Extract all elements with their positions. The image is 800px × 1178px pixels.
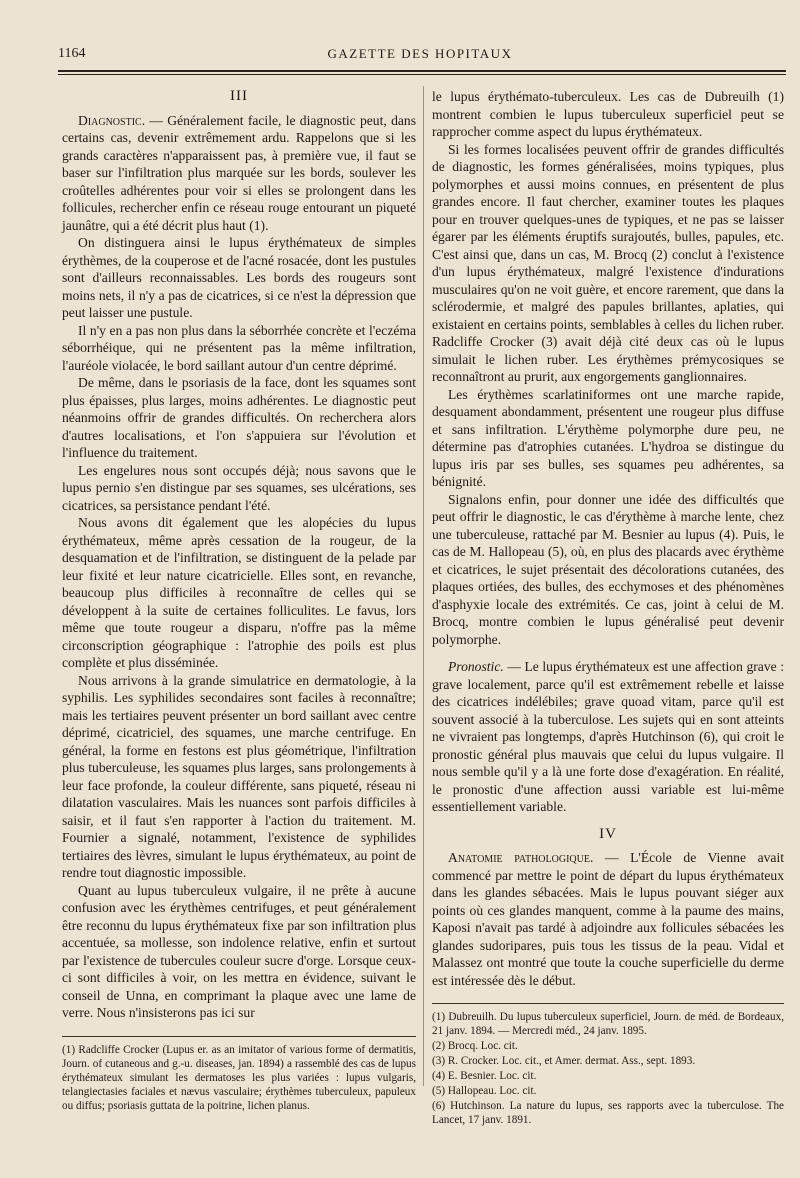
paragraph: On distinguera ainsi le lupus érythémateux de simples érythèmes, de la couperose et de l'acné rosacée, dont les pustules sont d'ailleurs reconnaissables. Les bords des rougeurs sont moins nets, il n'y a pas de cicatrices, si ce n'est la dépression que peut laisser une pustule. (62, 235, 416, 320)
paragraph (432, 849, 784, 989)
footnote: (6) Hutchinson. La nature du lupus, ses rapports avec la tuberculose. The Lancet, 17 janv. 1891. (432, 1100, 784, 1126)
paragraph: Signalons enfin, pour donner une idée des difficultés que peut offrir le diagnostic, le cas d'érythème à marche lente, chez une tuberculeuse, rattaché par M. Besnier au lupus (4). Puis, le cas de M. Hallopeau (5), où, en plus des placards avec érythème et cicatrices, le sujet présentait des décolorations cutanées, des plaques ortiées, des bulles, des ecchymoses et des phénomènes d'asphyxie locale des extrémités. Ce cas, joint à celui de M. Brocq, montre combien le lupus généralisé peut devenir polymorphe. (432, 491, 784, 647)
paragraph: De même, dans le psoriasis de la face, dont les squames sont plus épaisses, plus larges, moins adhérentes. Le diagnostic peut néanmoins offrir de grandes difficultés. On recherchera alors d'autres localisations, et l'on s'appuiera sur l'évolution et l'influence du traitement. (62, 375, 416, 460)
column-divider (423, 86, 424, 1086)
footnote-rule (62, 1036, 416, 1037)
left-column (62, 88, 416, 1114)
footnote: (4) E. Besnier. Loc. cit. (432, 1070, 537, 1082)
paragraph: le lupus érythémato-tuberculeux. Les cas de Dubreuilh (1) montrent combien le lupus tuberculeux superficiel peut se rapprocher comme aspect du lupus érythémateux. (432, 89, 784, 139)
spacer (432, 816, 784, 826)
paragraph (62, 112, 416, 235)
footnotes (62, 1043, 416, 1113)
paragraph-text: — L'École de Vienne avait commencé par mettre le point de départ du lupus érythémateux dans les glandes sébacées. Mais le lupus pouvant siéger aux points où ces glandes manquent, comme à la paume des mains, Kaposi n'avait pas tardé à adjoindre aux follicules sébacées les glandes sudoripares, puis tous les tissus de la peau. Vidal et Malassez ont montré que toute la couche superficielle du derme est intéressée dès le début. (432, 850, 784, 988)
section-heading-iii: III (230, 88, 248, 104)
paragraph: Nous arrivons à la grande simulatrice en dermatologie, à la syphilis. Les syphilides secondaires sont faciles à reconnaître; mais les tertiaires peuvent présenter un bord saillant avec centre déprimé, cicatriciel, des squames, une marche centrifuge. En général, la forme en festons est plus géométrique, l'infiltration plus tuberculeuse, les squames plus larges, sans prolongements à leur face profonde, la couleur différente, sans piqueté, réseau ni dilatation vasculaires. Mais les nuances sont parfois difficiles à saisir, et il faut s'en rapporter à l'action du traitement. M. Fournier a signalé, notamment, l'existence de syphilides tertiaires des lèvres, simulant le lupus érythémateux, au point de rendre tout diagnostic impossible. (62, 672, 416, 880)
paragraph: Les engelures nous sont occupés déjà; nous savons que le lupus pernio s'en distingue par ses squames, ses ulcérations, ses cicatrices, sa persistance pendant l'été. (62, 462, 416, 513)
footnote-rule (432, 1003, 784, 1004)
right-column (432, 88, 784, 1128)
paragraph: Si les formes localisées peuvent offrir de grandes difficultés de diagnostic, les formes généralisées, moins typiques, plus polymorphes et aussi moins connues, en présentent de plus grandes encore. Il faut chercher, examiner toutes les plaques pour en trouver quelques-unes de typiques, et ne pas se laisser égarer par les éléments éruptifs surajoutés, bulles, papules, etc. C'est ainsi que, dans un cas, M. Brocq (2) conclut à l'existence d'un lupus érythémateux, malgré l'existence d'indurations musculaires qu'on ne voit guère, et encore rarement, que dans la sclérodermie, et malgré des papules brillantes, aplaties, qui existaient en certains points, semblables à celles du lichen ruber. Radcliffe Crocker (3) avait déjà cité deux cas où le lupus simulait le lichen ruber. Les érythèmes prémycosiques se reconnaîtront au prurit, aux engorgements ganglionnaires. (432, 141, 784, 384)
header-rule-thin (58, 74, 786, 75)
paragraph: Il n'y en a pas non plus dans la séborrhée concrète et l'eczéma séborrhéique, qui ne présentent pas la même infiltration, l'auréole violacée, le bord saillant autour d'un centre déprimé. (62, 322, 416, 373)
section-heading-iv: IV (599, 825, 617, 842)
footnote: (3) R. Crocker. Loc. cit., et Amer. dermat. Ass., sept. 1893. (432, 1055, 696, 1067)
header-rule (58, 70, 786, 72)
footnote: (2) Brocq. Loc. cit. (432, 1040, 518, 1052)
paragraph: Nous avons dit également que les alopécies du lupus érythémateux, même après cessation de la rougeur, de la desquamation et de l'infiltration, se distinguent de la pelade par leur fixité et leur nature cicatricielle. Elles sont, en revanche, beaucoup plus difficiles à reconnaître de celles qui se développent à la suite de certaines folliculites. Le favus, lors même que toute rougeur a disparu, n'offre pas la même circonscription géographique : l'atrophie des poils est plus complète et plus disséminée. (62, 515, 416, 670)
run-in-heading: Diagnostic. (78, 112, 146, 128)
paragraph-text: — Généralement facile, le diagnostic peut, dans certains cas, devenir extrêmement ardu. Rappelons que si les grands caractères n'apparaissent pas, à première vue, il faut se baser sur l'infiltration plus marquée sur les bords, soulever les croûtelles adhérentes pour voir si elles se prolongent dans les follicules, rechercher enfin ce réseau rouge entourant un piqueté jaunâtre, qui a été décrit plus haut (1). (62, 112, 416, 233)
paragraph-text: — Le lupus érythémateux est une affection grave : grave localement, parce qu'il est extrêmement rebelle et laisse des cicatrices indélébiles; grave quoad vitam, parce qu'il est souvent associé à la tuberculose. Les sujets qui en sont atteints ne vivraient pas longtemps, d'après Hutchinson (6), qui croit le pronostic général plus mauvais que celui du lupus vulgaire. Il nous semble qu'il y a là une forte dose d'exagération. En réalité, le pronostic d'une affection aussi variable est lui-même essentiellement variable. (432, 659, 784, 814)
footnote: (1) Radcliffe Crocker (Lupus er. as an imitator of various forme of dermatitis, Journ. of cutaneous and g.-u. diseases, jan. 1894) a rassemblé des cas de lupus érythémateux simulant les dermatoses les plus variées : lupus vulgaris, telangiectasies faciales et nævus vasculaire; érythèmes tuberculeux, papuleux ou diffus; psoriasis guttata de la poitrine, lichen planus. (62, 1043, 416, 1112)
run-in-heading: Pronostic. (448, 659, 504, 674)
page-number: 1164 (58, 46, 86, 61)
paragraph: Les érythèmes scarlatiniformes ont une marche rapide, desquament abondamment, présentent une rougeur plus diffuse et sans infiltration. L'érythème polymorphe dure peu, ne détermine pas d'atrophies cutanées. L'hydroa se distingue du lupus iris par ses bulles, ses squames peu adhérentes, sa bénignité. (432, 386, 784, 489)
footnote: (5) Hallopeau. Loc. cit. (432, 1085, 537, 1097)
paragraph: Quant au lupus tuberculeux vulgaire, il ne prête à aucune confusion avec les érythèmes centrifuges, et peut généralement être reconnu du lupus érythémateux fixe par son infiltration plus accentuée, sa mollesse, son indolence relative, enfin et surtout par l'existence de tubercules couleur sucre d'orge. Lorsque ceux-ci sont difficiles à voir, on les mettra en évidence, suivant le conseil de Unna, en comprimant la plaque avec une lame de verre. Nous n'insisterons pas ici sur (62, 882, 416, 1020)
footnote: (1) Dubreuilh. Du lupus tuberculeux superficiel, Journ. de méd. de Bordeaux, 21 janv. 1894. — Mercredi méd., 24 janv. 1895. (432, 1011, 784, 1037)
footnotes (432, 1010, 784, 1127)
paragraph (432, 658, 784, 816)
run-in-heading: Anatomie pathologique. (448, 850, 594, 865)
journal-title: GAZETTE DES HOPITAUX (327, 46, 513, 61)
spacer (432, 648, 784, 658)
page-header (58, 46, 782, 66)
